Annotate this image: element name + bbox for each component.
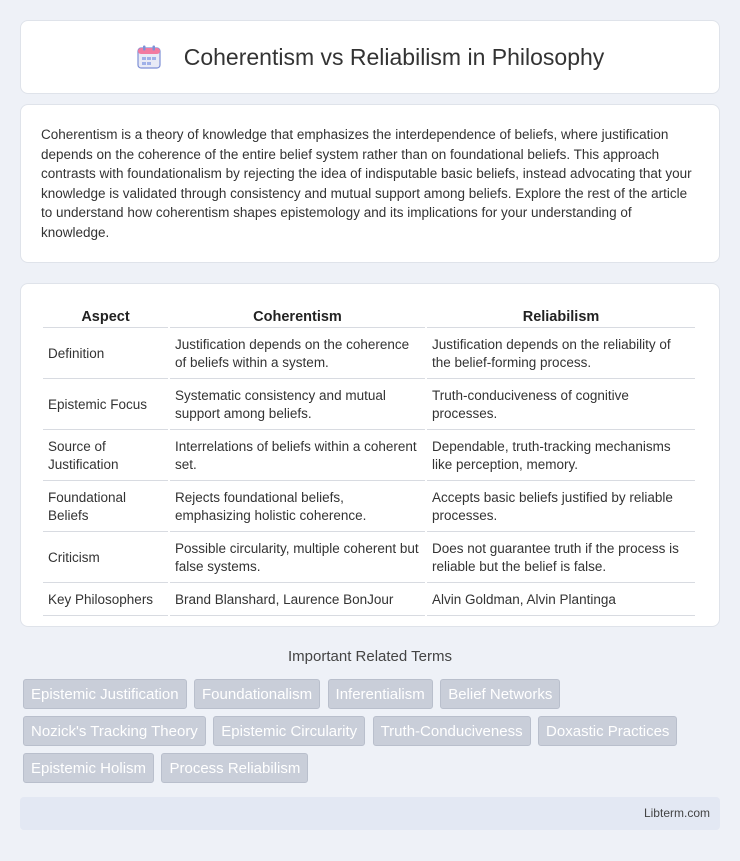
cell-aspect: Epistemic Focus	[43, 381, 168, 430]
cell-coherentism: Systematic consistency and mutual support among beliefs.	[170, 381, 425, 430]
cell-reliabilism: Justification depends on the reliability of the belief-forming process.	[427, 330, 695, 379]
tag-foundationalism[interactable]: Foundationalism	[194, 679, 320, 709]
tag-epistemic-circularity[interactable]: Epistemic Circularity	[213, 716, 365, 746]
cell-coherentism: Possible circularity, multiple coherent but false systems.	[170, 534, 425, 583]
tag-epistemic-justification[interactable]: Epistemic Justification	[23, 679, 187, 709]
cell-aspect: Definition	[43, 330, 168, 379]
tag-process-reliabilism[interactable]: Process Reliabilism	[161, 753, 308, 783]
table-row	[43, 381, 695, 430]
cell-reliabilism: Does not guarantee truth if the process is reliable but the belief is false.	[427, 534, 695, 583]
header-card	[20, 20, 720, 94]
intro-text: Coherentism is a theory of knowledge that emphasizes the interdependence of beliefs, where justification depends on the coherence of the entire belief system rather than on foundational beliefs. This approach contrasts with foundationalism by rejecting the idea of indisputable basic beliefs, instead advocating that your knowledge is validated through consistency and mutual support among beliefs. Explore the rest of the article to understand how coherentism shapes epistemology and its implications for your understanding of knowledge.	[41, 127, 692, 240]
cell-reliabilism: Truth-conduciveness of cognitive processes.	[427, 381, 695, 430]
tag-epistemic-holism[interactable]: Epistemic Holism	[23, 753, 154, 783]
tag-nozicks-tracking-theory[interactable]: Nozick's Tracking Theory	[23, 716, 206, 746]
cell-aspect: Key Philosophers	[43, 585, 168, 616]
table-header-row	[43, 306, 695, 328]
table-row	[43, 432, 695, 481]
tag-doxastic-practices[interactable]: Doxastic Practices	[538, 716, 677, 746]
cell-aspect: Source of Justification	[43, 432, 168, 481]
comparison-table	[41, 304, 697, 618]
footer	[20, 797, 720, 830]
cell-reliabilism: Accepts basic beliefs justified by reliable processes.	[427, 483, 695, 532]
header-coherentism: Coherentism	[170, 306, 425, 328]
footer-site-link[interactable]: Libterm.com	[643, 806, 710, 820]
header-aspect: Aspect	[43, 306, 168, 328]
related-terms-list	[23, 679, 723, 790]
cell-coherentism: Justification depends on the coherence of beliefs within a system.	[170, 330, 425, 379]
table-row	[43, 330, 695, 379]
table-row	[43, 534, 695, 583]
comparison-table-card	[20, 283, 720, 627]
table-row	[43, 483, 695, 532]
tag-truth-conduciveness[interactable]: Truth-Conduciveness	[373, 716, 531, 746]
cell-coherentism: Rejects foundational beliefs, emphasizing holistic coherence.	[170, 483, 425, 532]
related-terms-title: Important Related Terms	[288, 648, 452, 665]
cell-reliabilism: Dependable, truth-tracking mechanisms like perception, memory.	[427, 432, 695, 481]
header-reliabilism: Reliabilism	[427, 306, 695, 328]
cell-coherentism: Interrelations of beliefs within a coherent set.	[170, 432, 425, 481]
cell-coherentism: Brand Blanshard, Laurence BonJour	[170, 585, 425, 616]
tag-inferentialism[interactable]: Inferentialism	[328, 679, 433, 709]
cell-aspect: Criticism	[43, 534, 168, 583]
intro-card	[20, 104, 720, 263]
tag-belief-networks[interactable]: Belief Networks	[440, 679, 560, 709]
cell-aspect: Foundational Beliefs	[43, 483, 168, 532]
cell-reliabilism: Alvin Goldman, Alvin Plantinga	[427, 585, 695, 616]
calendar-icon	[136, 44, 162, 70]
page-title: Coherentism vs Reliabilism in Philosophy	[183, 43, 605, 70]
table-row	[43, 585, 695, 616]
